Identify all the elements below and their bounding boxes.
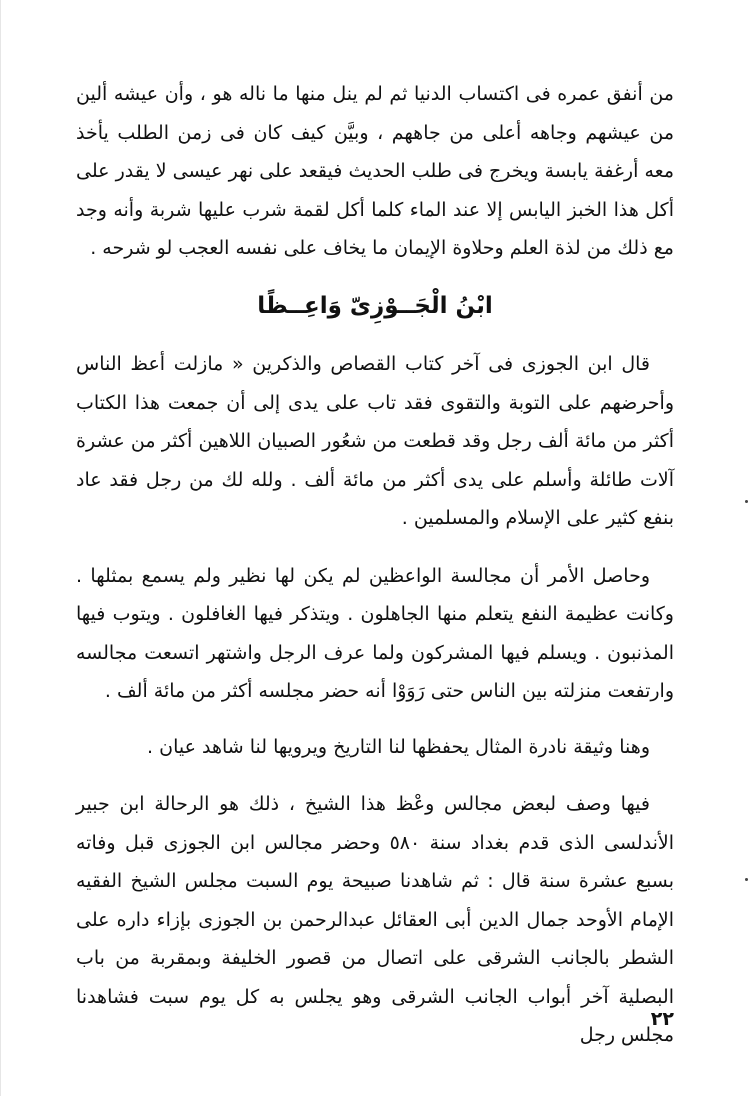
scan-mark: [745, 500, 748, 503]
opening-paragraph: من أنفق عمره فى اكتساب الدنيا ثم لم ينل منها ما ناله هو ، وأن عيشه ألين من عيشهم وجاهه أعلى من جاههم ، وبيَّن كيف كان فى زمن الطلب يأخذ معه أرغفة يابسة ويخرج فى طلب الحديث فيقعد على نهر عيسى لا يقدر على أكل هذا الخبز اليابس إلا عند الماء كلما أكل لقمة شرب عليها شربة وأنه وجد مع ذلك من لذة العلم وحلاوة الإيمان ما يخاف على نفسه العجب لو شرحه .: [76, 83, 674, 259]
body-paragraph-2: وحاصل الأمر أن مجالسة الواعظين لم يكن لها نظير ولم يسمع بمثلها . وكانت عظيمة النفع يتعلم منها الجاهلون . ويتذكر فيها الغافلون . ويتوب فيها المذنبون . ويسلم فيها المشركون ولما عرف الرجل واشتهر اتسعت مجالسه وارتفعت منزلته بين الناس حتى رَوَوْا أنه حضر مجلسه أكثر من مائة ألف .: [76, 564, 674, 702]
scan-mark: [745, 878, 748, 881]
section-body: [76, 345, 674, 1055]
section-heading: ابْنُ الْجَــوْزِىّ وَاعِــظًا: [257, 293, 493, 319]
body-paragraph-4: فيها وصف لبعض مجالس وعْظ هذا الشيخ ، ذلك هو الرحالة ابن جبير الأندلسى الذى قدم بغداد سنة ٥٨٠ وحضر مجالس ابن الجوزى قبل وفاته بسبع عشرة سنة قال : ثم شاهدنا صبيحة يوم السبت مجلس الشيخ الفقيه الإمام الأوحد جمال الدين أبى العقائل عبدالرحمن بن الجوزى بإزاء داره على الشطر بالجانب الشرقى على اتصال من قصور الخليفة وبمقربة من باب البصلية آخر أبواب الجانب الشرقى وهو يجلس به كل يوم سبت فشاهدنا مجلس رجل: [76, 793, 675, 1046]
body-paragraph-3: وهنا وثيقة نادرة المثال يحفظها لنا التاريخ ويرويها لنا شاهد عيان .: [147, 735, 650, 758]
body-paragraph-1: قال ابن الجوزى فى آخر كتاب القصاص والذكرين « مازلت أعظ الناس وأحرضهم على التوبة والتقوى فقد تاب على يدى إلى أن جمعت هذا الكتاب أكثر من مائة ألف رجل وقد قطعت من شعُور الصبيان اللاهين أكثر من عشرة آلات طائلة وأسلم على يدى أكثر من مائة ألف . ولله لك من رجل فقد عاد بنفع كثير على الإسلام والمسلمين .: [76, 353, 674, 529]
page-edge-line: [0, 0, 1, 1096]
opening-paragraph-block: [76, 75, 674, 268]
page-number: ٢٢: [650, 1008, 674, 1030]
